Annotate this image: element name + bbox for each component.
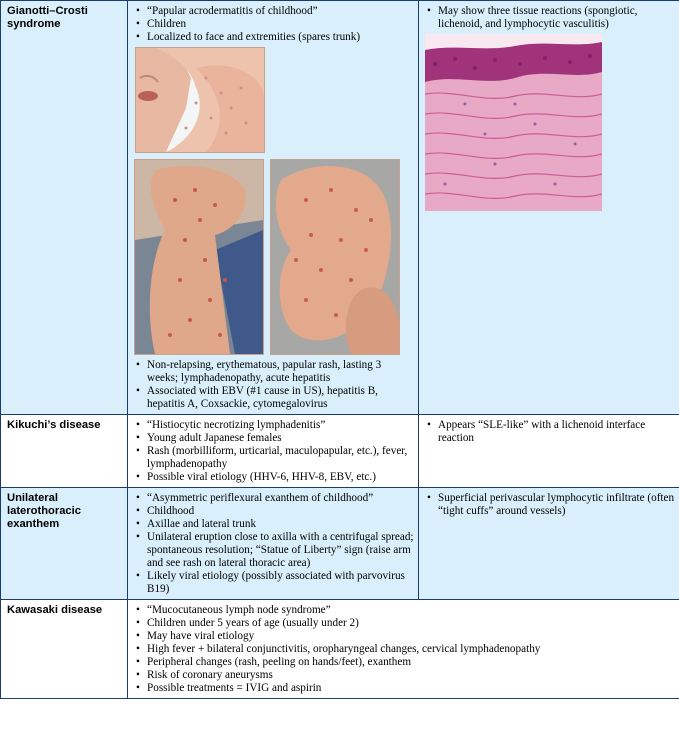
list-item: • Children under 5 years of age (usually under 2) (134, 617, 675, 630)
list-item: • Children (134, 18, 414, 31)
list-item: • High fever + bilateral conjunctivitis, oropharyngeal changes, cervical lymphadenopathy (134, 643, 675, 656)
list-item: • Childhood (134, 505, 414, 518)
child-leg-photo (270, 159, 400, 355)
list-item: • Young adult Japanese females (134, 432, 414, 445)
list-item: • “Mucocutaneous lymph node syndrome” (134, 604, 675, 617)
histology-cell (419, 488, 679, 600)
clinical-photos (134, 47, 414, 355)
clinical-list (134, 419, 414, 484)
histology-cell (419, 1, 679, 415)
list-item: • Associated with EBV (#1 cause in US), hepatitis B, hepatitis A, Coxsackie, cytomegalovirus (134, 385, 414, 411)
histology-micrograph (425, 34, 675, 211)
list-item: • Possible treatments = IVIG and aspirin (134, 682, 675, 695)
list-item: • Unilateral eruption close to axilla with a centrifugal spread; spontaneous resolution; “Statue of Liberty” sign (raise arm and see rash on lateral thoracic area) (134, 531, 414, 570)
clinical-list (134, 604, 675, 695)
clinical-cell (128, 1, 419, 415)
list-item: • May show three tissue reactions (spongiotic, lichenoid, and lymphocytic vasculitis) (425, 5, 675, 31)
disease-name: Gianotti–Crosti syndrome (1, 1, 128, 415)
clinical-cell (128, 488, 419, 600)
disease-name: Kawasaki disease (1, 600, 128, 699)
list-item: • Rash (morbilliform, urticarial, maculopapular, etc.), fever, lymphadenopathy (134, 445, 414, 471)
clinical-list (134, 5, 414, 44)
table-row-kikuchi (1, 415, 679, 488)
clinical-cell (128, 600, 679, 699)
list-item: • Localized to face and extremities (spares trunk) (134, 31, 414, 44)
clinical-list-continued (134, 359, 414, 411)
list-item: • “Asymmetric periflexural exanthem of childhood” (134, 492, 414, 505)
list-item: • Peripheral changes (rash, peeling on hands/feet), exanthem (134, 656, 675, 669)
photo-row (134, 159, 414, 355)
list-item: • May have viral etiology (134, 630, 675, 643)
clinical-list (134, 492, 414, 596)
list-item: • Possible viral etiology (HHV-6, HHV-8, EBV, etc.) (134, 471, 414, 484)
child-arm-photo (134, 159, 264, 355)
histology-cell (419, 415, 679, 488)
disease-name: Kikuchi’s disease (1, 415, 128, 488)
list-item: • Risk of coronary aneurysms (134, 669, 675, 682)
table-row-gianotti-crosti (1, 1, 679, 415)
table-row-unilateral-laterothoracic-exanthem (1, 488, 679, 600)
child-face-photo (135, 47, 265, 153)
table-row-kawasaki (1, 600, 679, 699)
list-item: • Superficial perivascular lymphocytic infiltrate (often “tight cuffs” around vessels) (425, 492, 675, 518)
clinical-cell (128, 415, 419, 488)
histology-list (425, 5, 675, 31)
list-item: • Axillae and lateral trunk (134, 518, 414, 531)
list-item: • Appears “SLE-like” with a lichenoid interface reaction (425, 419, 675, 445)
disease-name: Unilateral laterothoracic exanthem (1, 488, 128, 600)
list-item: • Non-relapsing, erythematous, papular rash, lasting 3 weeks; lymphadenopathy, acute hepatitis (134, 359, 414, 385)
histology-list (425, 492, 675, 518)
list-item: • Likely viral etiology (possibly associated with parvovirus B19) (134, 570, 414, 596)
list-item: • “Histiocytic necrotizing lymphadenitis” (134, 419, 414, 432)
list-item: • “Papular acrodermatitis of childhood” (134, 5, 414, 18)
histology-list (425, 419, 675, 445)
